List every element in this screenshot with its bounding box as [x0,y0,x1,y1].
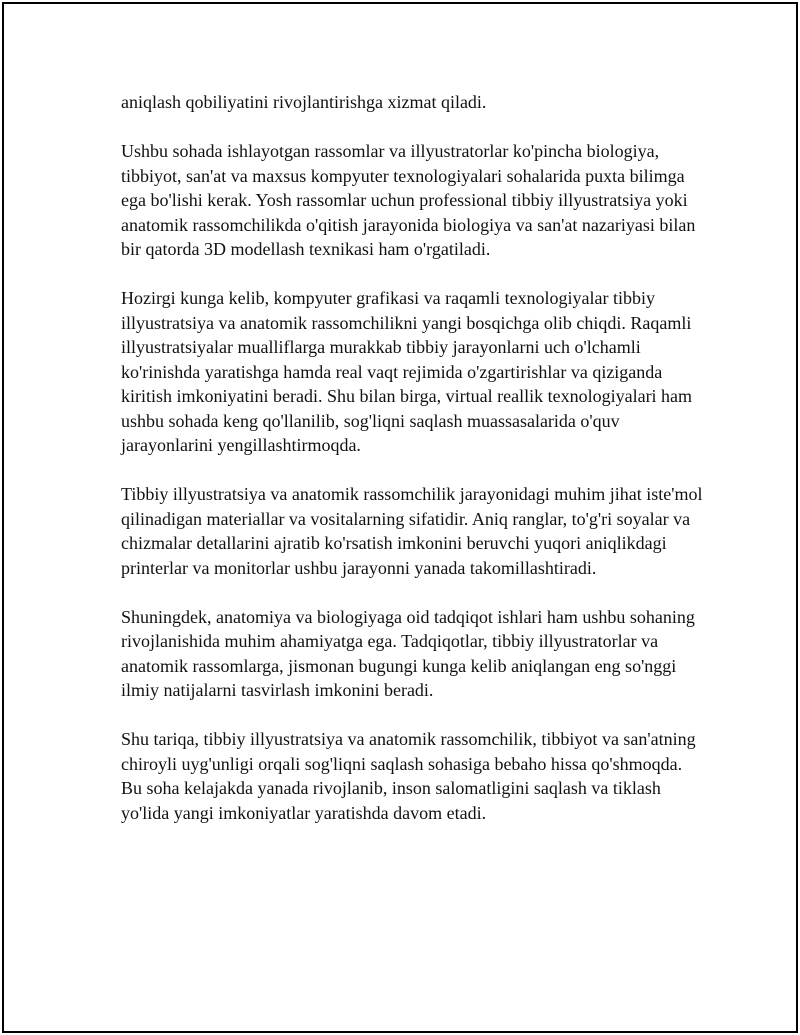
paragraph-6: Shu tariqa, tibbiy illyustratsiya va anatomik rassomchilik, tibbiyot va san'atning chiroyli uyg'unligi orqali sog'liqni saqlash sohasiga bebaho hissa qo'shmoqda. Bu soha kelajakda yanada rivojlanib, inson salomatligini saqlash va tiklash yo'lida yangi imkoniyatlar yaratishda davom etadi. [121,729,696,823]
paragraph-2: Ushbu sohada ishlayotgan rassomlar va illyustratorlar ko'pincha biologiya, tibbiyot, san'at va maxsus kompyuter texnologiyalari sohalarida puxta bilimga ega bo'lishi kerak. Yosh rassomlar uchun professional tibbiy illyustratsiya yoki anatomik rassomchilikda o'qitish jarayonida biologiya va san'at nazariyasi bilan bir qatorda 3D modellash texnikasi ham o'rgatiladi. [121,141,696,259]
paragraph-1: aniqlash qobiliyatini rivojlantirishga xizmat qiladi. [121,92,487,112]
document-body [121,90,706,850]
page-frame [2,2,798,1033]
paragraph-3: Hozirgi kunga kelib, kompyuter grafikasi va raqamli texnologiyalar tibbiy illyustratsiya va anatomik rassomchilikni yangi bosqichga olib chiqdi. Raqamli illyustratsiyalar mualliflarga murakkab tibbiy jarayonlarni uch o'lchamli ko'rinishda yaratishga hamda real vaqt rejimida o'zgartirishlar va qiziganda kiritish imkoniyatini beradi. Shu bilan birga, virtual reallik texnologiyalari ham ushbu sohada keng qo'llanilib, sog'liqni saqlash muassasalarida o'quv jarayonlarini yengillashtirmoqda. [121,288,693,455]
paragraph-4: Tibbiy illyustratsiya va anatomik rassomchilik jarayonidagi muhim jihat iste'mol qilinadigan materiallar va vositalarning sifatidir. Aniq ranglar, to'g'ri soyalar va chizmalar detallarini ajratib ko'rsatish imkonini beruvchi yuqori aniqlikdagi printerlar va monitorlar ushbu jarayonni yanada takomillashtiradi. [121,484,703,578]
paragraph-5: Shuningdek, anatomiya va biologiyaga oid tadqiqot ishlari ham ushbu sohaning rivojlanishida muhim ahamiyatga ega. Tadqiqotlar, tibbiy illyustratorlar va anatomik rassomlarga, jismonan bugungi kunga kelib aniqlangan eng so'nggi ilmiy natijalarni tasvirlash imkonini beradi. [121,606,695,700]
